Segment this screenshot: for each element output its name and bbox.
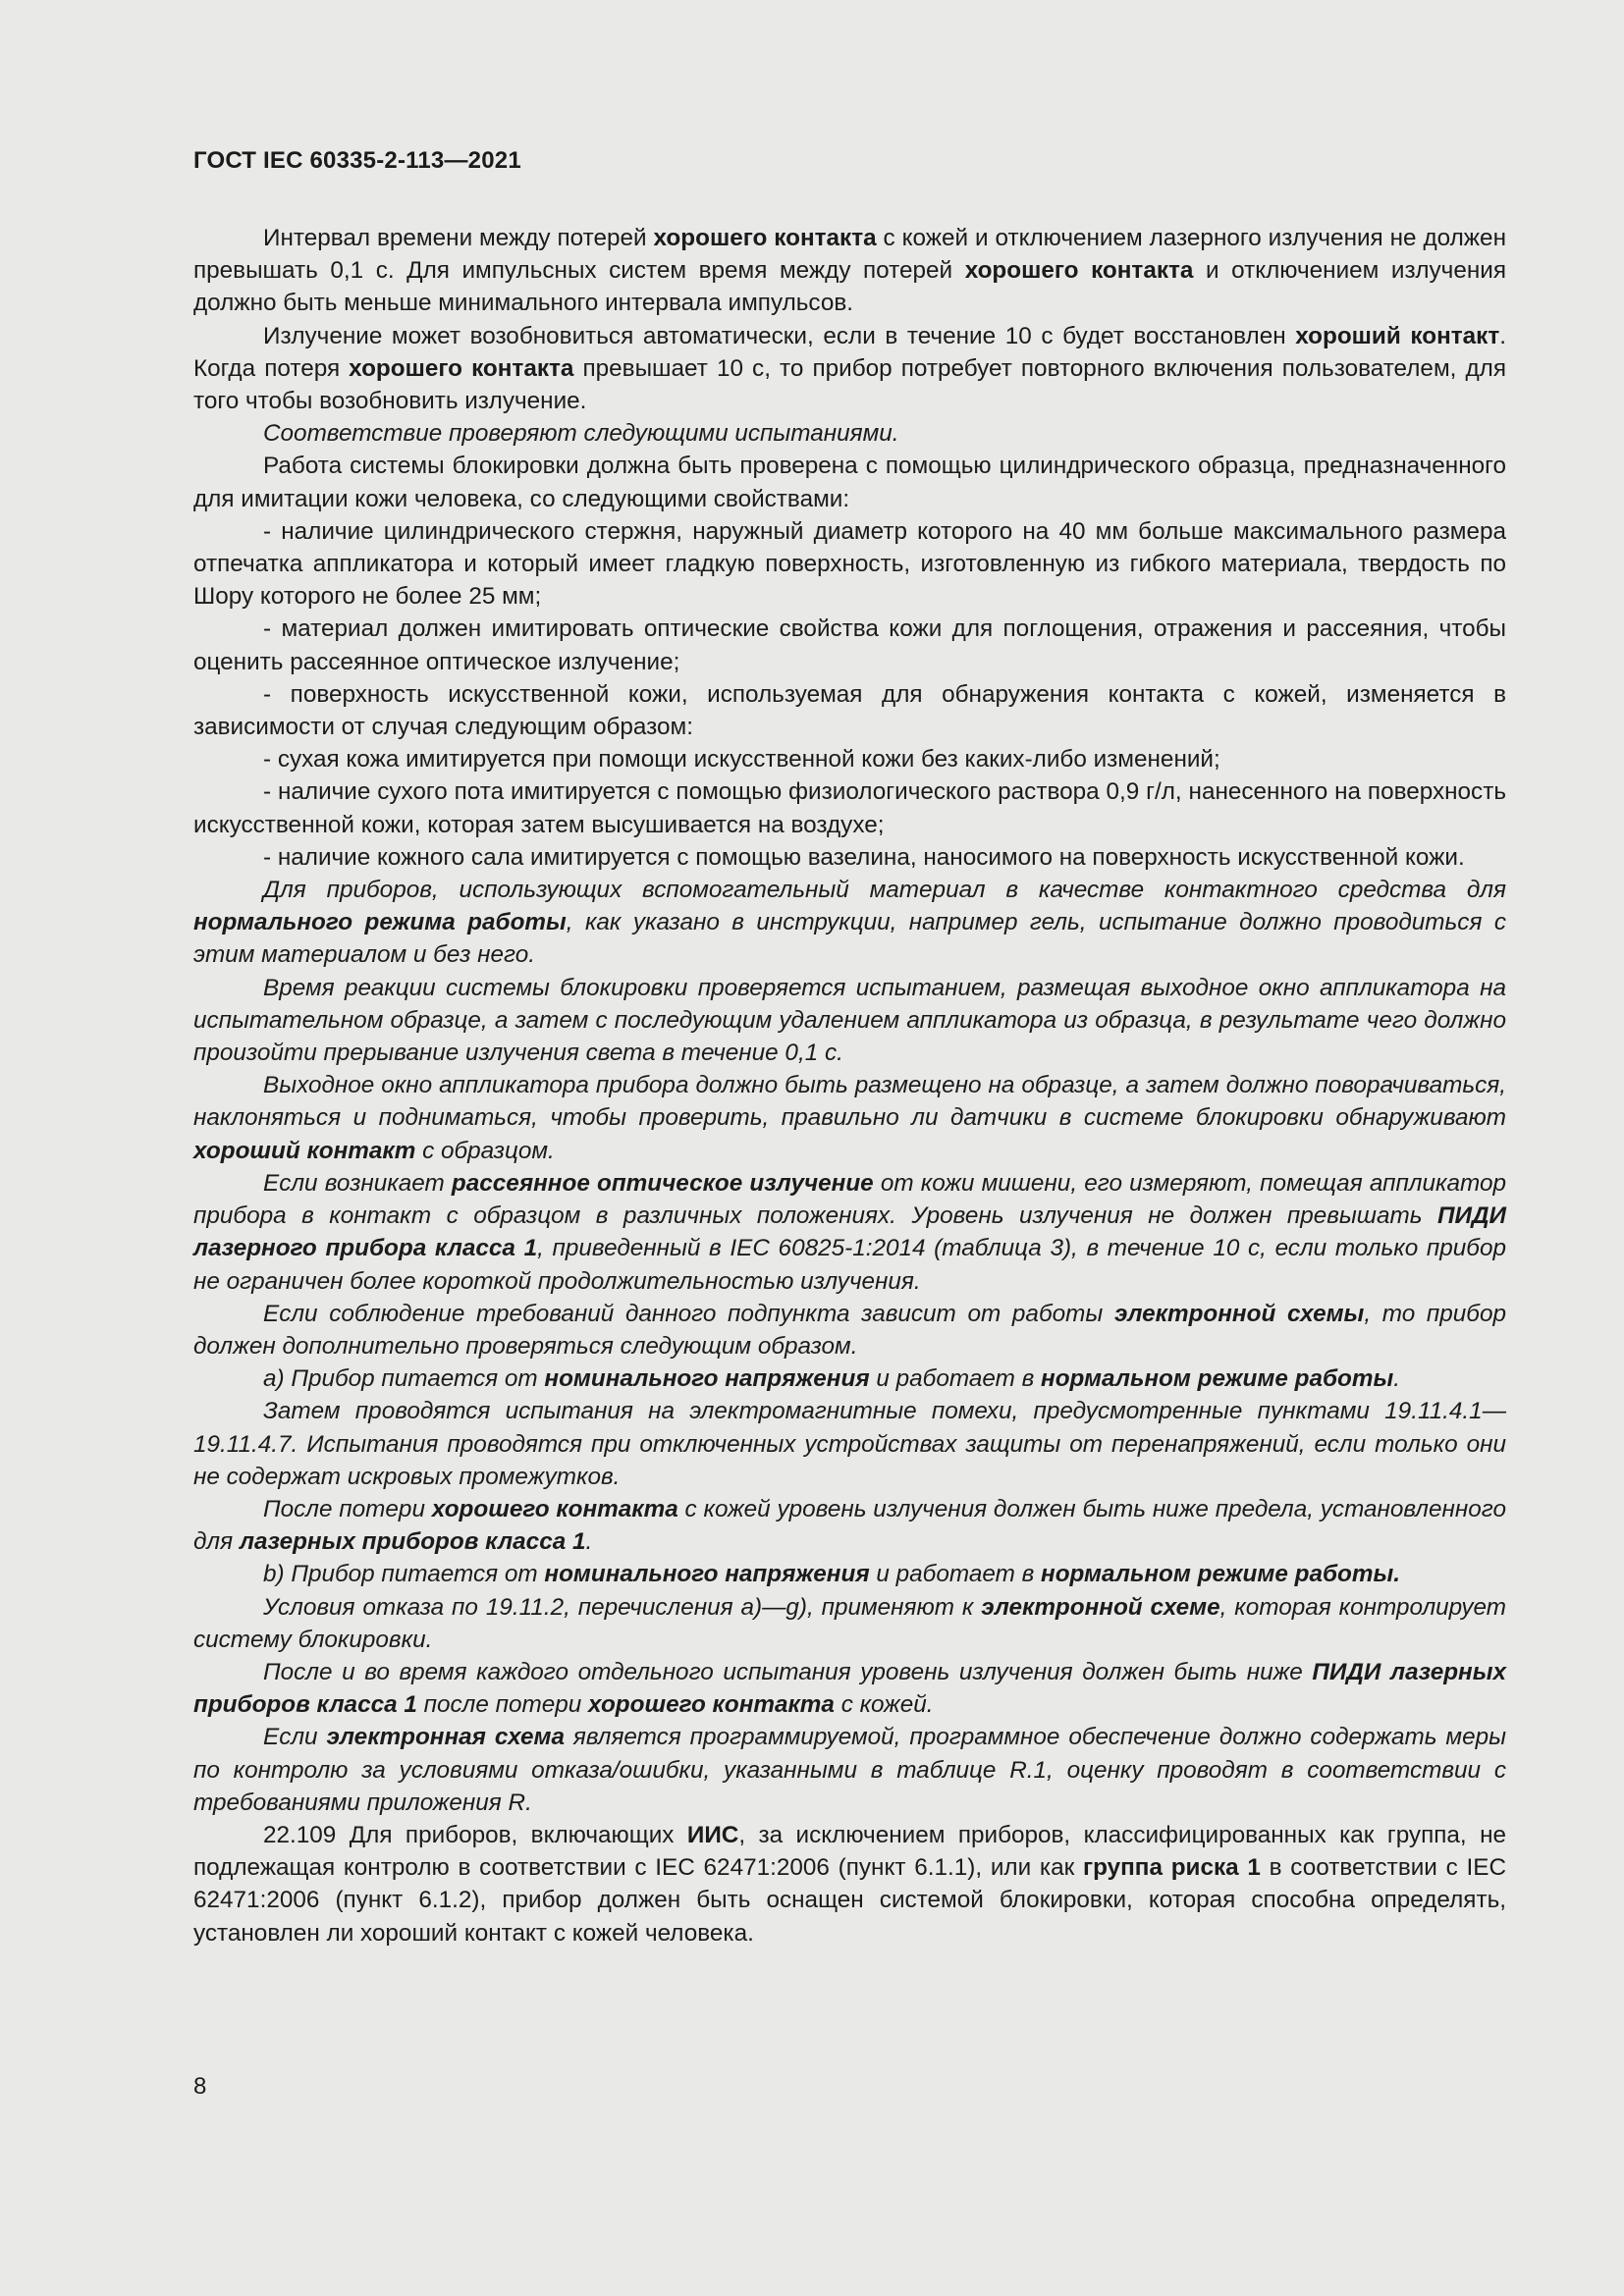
- text-run: с кожей.: [834, 1691, 934, 1719]
- text-run: После и во время каждого отдельного испытания уровень излучения должен быть ниже: [263, 1658, 1313, 1685]
- bold-term: электронной схеме: [981, 1593, 1220, 1621]
- bold-term: нормальном режиме работы: [1041, 1365, 1394, 1393]
- text-run: Излучение может возобновиться автоматически, если в течение 10 с будет восстановлен: [263, 322, 1296, 349]
- text-run: Выходное окно аппликатора прибора должно быть размещено на образце, а затем должно поворачиваться, наклоняться и подниматься, чтобы проверить, правильно ли датчики в системе блокировки обнаруживают: [193, 1072, 1506, 1132]
- paragraph: [193, 450, 1506, 514]
- paragraph: [193, 320, 1506, 418]
- text-run: и работает в: [869, 1365, 1042, 1393]
- text-run: .: [1393, 1365, 1400, 1393]
- paragraph: [193, 1395, 1506, 1493]
- bold-term: номинального напряжения: [544, 1561, 870, 1588]
- text-run: , как указано в инструкции, например гель, испытание должно проводиться с этим материалом и без него.: [193, 909, 1507, 969]
- bold-term: хорошего контакта: [653, 225, 877, 251]
- text-run: , то прибор должен дополнительно проверяться следующим образом.: [193, 1300, 1506, 1360]
- text-run: Если: [263, 1724, 327, 1751]
- text-run: и работает в: [869, 1561, 1042, 1588]
- text-run: - материал должен имитировать оптические свойства кожи для поглощения, отражения и рассеяния, чтобы оценить рассеянное оптическое излучение;: [193, 615, 1506, 675]
- text-run: После потери: [263, 1495, 432, 1522]
- text-run: Для приборов, использующих вспомогательный материал в качестве контактного средства для: [263, 877, 1506, 904]
- page-number: 8: [193, 2073, 207, 2100]
- text-run: и отключением излучения должно быть меньше минимального интервала импульсов.: [193, 257, 1506, 317]
- paragraph: [193, 1656, 1506, 1721]
- text-run: в соответствии с IEC 62471:2006 (пункт 6.1.2), прибор должен быть оснащен системой блокировки, которая способна определять, установлен ли хороший контакт с кожей человека.: [193, 1854, 1506, 1947]
- text-run: превышает 10 с, то прибор потребует повторного включения пользователем, для того чтобы возобновить излучение.: [193, 354, 1506, 415]
- text-run: Если возникает: [263, 1169, 452, 1197]
- paragraph: [193, 1819, 1506, 1949]
- paragraph: [193, 1721, 1506, 1819]
- text-run: является программируемой, программное обеспечение должно содержать меры по контролю за условиями отказа/ошибки, указанными в таблице R.1, оценку проводят в соответствии с требованиями приложения R.: [193, 1724, 1506, 1816]
- paragraph: [193, 972, 1506, 1070]
- text-run: с кожей уровень излучения должен быть ниже предела, установленного для: [193, 1495, 1506, 1556]
- paragraph: [193, 417, 1506, 450]
- text-run: - наличие цилиндрического стержня, наружный диаметр которого на 40 мм больше максимального размера отпечатка аппликатора и который имеет гладкую поверхность, изготовленную из гибкого материала, твердость по Шору которого не более 25 мм;: [193, 517, 1506, 611]
- paragraph: [193, 1493, 1506, 1558]
- paragraph: [193, 515, 1506, 614]
- document-body: [193, 222, 1506, 1949]
- text-run: , приведенный в IEC 60825-1:2014 (таблица 3), в течение 10 с, если только прибор не ограничен более короткой продолжительностью излучения.: [193, 1235, 1506, 1295]
- text-run: Работа системы блокировки должна быть проверена с помощью цилиндрического образца, предназначенного для имитации кожи человека, со следующими свойствами:: [193, 453, 1506, 512]
- bold-term: нормальном режиме работы.: [1041, 1561, 1400, 1588]
- paragraph: [193, 1069, 1506, 1167]
- text-run: Затем проводятся испытания на электромагнитные помехи, предусмотренные пунктами 19.11.4.1—19.11.4.7. Испытания проводятся при отключенных устройствах защиты от перенапряжений, если только они не содержат искровых промежутков.: [193, 1398, 1506, 1490]
- text-run: . Когда потеря: [193, 322, 1506, 382]
- paragraph: [193, 743, 1506, 775]
- bold-term: номинального напряжения: [544, 1365, 870, 1393]
- paragraph: [193, 775, 1506, 840]
- bold-term: лазерных приборов класса 1: [239, 1528, 586, 1556]
- paragraph: [193, 841, 1506, 874]
- text-run: , которая контролирует систему блокировки.: [193, 1593, 1506, 1653]
- bold-term: хорошего контакта: [964, 257, 1194, 285]
- text-run: 22.109 Для приборов, включающих: [263, 1821, 687, 1848]
- paragraph: [193, 1591, 1506, 1656]
- bold-term: электронной схемы: [1113, 1300, 1365, 1327]
- paragraph: [193, 1362, 1506, 1395]
- document-header: ГОСТ IEC 60335-2-113—2021: [193, 147, 521, 174]
- text-run: - поверхность искусственной кожи, используемая для обнаружения контакта с кожей, изменяется в зависимости от случая следующим образом:: [193, 680, 1506, 741]
- paragraph: [193, 1558, 1506, 1590]
- bold-term: хороший контакт: [193, 1137, 416, 1164]
- text-run: Если соблюдение требований данного подпункта зависит от работы: [263, 1300, 1114, 1327]
- bold-term: ИИС: [686, 1821, 739, 1848]
- bold-term: ПИДИ лазерного прибора класса 1: [193, 1202, 1506, 1262]
- text-run: - наличие сухого пота имитируется с помощью физиологического раствора 0,9 г/л, нанесенного на поверхность искусственной кожи, которая затем высушивается на воздухе;: [193, 778, 1506, 838]
- text-run: b) Прибор питается от: [263, 1561, 545, 1588]
- text-run: Соответствие проверяют следующими испытаниями.: [263, 420, 899, 448]
- text-run: - наличие кожного сала имитируется с помощью вазелина, наносимого на поверхность искусственной кожи.: [263, 843, 1465, 871]
- text-run: Условия отказа по 19.11.2, перечисления а)—g), применяют к: [263, 1593, 982, 1621]
- paragraph: [193, 1167, 1506, 1298]
- bold-term: нормального режима работы: [193, 909, 567, 936]
- bold-term: группа риска 1: [1082, 1854, 1261, 1882]
- bold-term: электронная схема: [326, 1724, 565, 1751]
- bold-term: хороший контакт: [1295, 322, 1500, 349]
- text-run: , за исключением приборов, классифицированных как группа, не подлежащая контролю в соответствии с IEC 62471:2006 (пункт 6.1.1), или как: [193, 1821, 1506, 1882]
- text-run: - сухая кожа имитируется при помощи искусственной кожи без каких-либо изменений;: [263, 746, 1220, 774]
- text-run: .: [585, 1528, 593, 1556]
- text-run: после потери: [416, 1691, 589, 1719]
- paragraph: [193, 874, 1506, 972]
- bold-term: рассеянное оптическое излучение: [451, 1169, 874, 1197]
- text-run: Время реакции системы блокировки проверяется испытанием, размещая выходное окно аппликатора на испытательном образце, а затем с последующим удалением аппликатора из образца, в результате чего должно произойти прерывание излучения света в течение 0,1 с.: [193, 974, 1506, 1067]
- bold-term: хорошего контакта: [588, 1691, 835, 1719]
- bold-term: хорошего контакта: [431, 1495, 678, 1522]
- paragraph: [193, 222, 1506, 320]
- text-run: от кожи мишени, его измеряют, помещая аппликатор прибора в контакт с образцом в различных положениях. Уровень излучения не должен превышать: [193, 1169, 1507, 1230]
- text-run: Интервал времени между потерей: [263, 225, 654, 251]
- paragraph: [193, 613, 1506, 677]
- paragraph: [193, 678, 1506, 743]
- bold-term: хорошего контакта: [349, 354, 574, 382]
- bold-term: ПИДИ лазерных приборов класса 1: [193, 1658, 1506, 1719]
- paragraph: [193, 1298, 1506, 1362]
- text-run: с кожей и отключением лазерного излучения не должен превышать 0,1 с. Для импульсных систем время между потерей: [193, 225, 1506, 285]
- text-run: а) Прибор питается от: [263, 1365, 545, 1393]
- text-run: с образцом.: [415, 1137, 555, 1164]
